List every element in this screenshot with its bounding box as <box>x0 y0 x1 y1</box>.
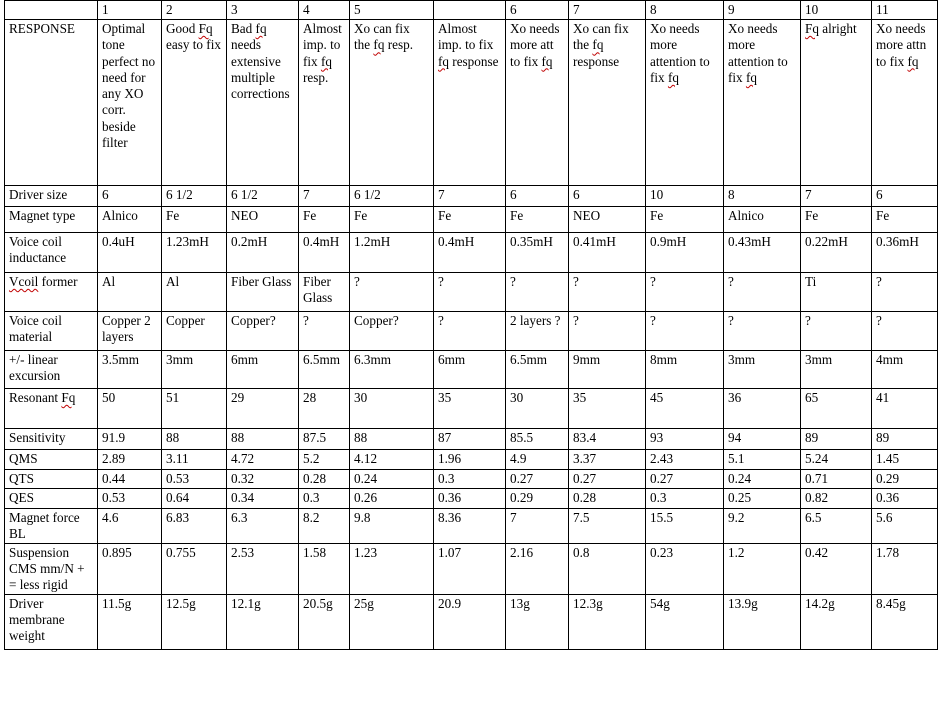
spec-value-cell: 0.28 <box>569 489 646 509</box>
spec-row <box>5 233 938 273</box>
spec-value-cell: Alnico <box>98 207 162 233</box>
spec-value-cell: 6.5mm <box>506 351 569 389</box>
spec-value-cell: 6mm <box>227 351 299 389</box>
column-number: 6 <box>506 1 569 20</box>
spec-row <box>5 543 938 594</box>
spec-value-cell: 4.9 <box>506 450 569 470</box>
spec-value-cell: 0.35mH <box>506 233 569 273</box>
spec-value-cell: Copper? <box>227 312 299 351</box>
row-label: Suspension CMS mm/N + = less rigid <box>5 543 98 594</box>
spec-value-cell: 0.44 <box>98 470 162 489</box>
spec-value-cell: ? <box>872 312 938 351</box>
spec-value-cell: 0.4mH <box>299 233 350 273</box>
spec-value-cell: 6.3mm <box>350 351 434 389</box>
spec-value-cell: 14.2g <box>801 594 872 649</box>
spec-value-cell: 13g <box>506 594 569 649</box>
column-number: 2 <box>162 1 227 20</box>
spec-value-cell: Fe <box>350 207 434 233</box>
spec-value-cell: 0.27 <box>506 470 569 489</box>
spec-row <box>5 509 938 544</box>
spec-value-cell: 35 <box>434 389 506 429</box>
row-label: Vcoil former <box>5 273 98 312</box>
column-number: 1 <box>98 1 162 20</box>
spec-value-cell: 3mm <box>162 351 227 389</box>
spec-value-cell: 12.1g <box>227 594 299 649</box>
column-number: 11 <box>872 1 938 20</box>
row-label: QES <box>5 489 98 509</box>
spec-value-cell: 0.24 <box>350 470 434 489</box>
spec-value-cell: 0.2mH <box>227 233 299 273</box>
response-cell: Xo needs more attention to fix fq <box>724 20 801 186</box>
spec-value-cell: 0.27 <box>646 470 724 489</box>
spec-value-cell: Fe <box>872 207 938 233</box>
spec-row <box>5 450 938 470</box>
spec-value-cell: 54g <box>646 594 724 649</box>
row-label: QMS <box>5 450 98 470</box>
spec-value-cell: 13.9g <box>724 594 801 649</box>
spec-value-cell: 0.36mH <box>872 233 938 273</box>
spec-value-cell: 0.22mH <box>801 233 872 273</box>
spec-value-cell: 41 <box>872 389 938 429</box>
spec-value-cell: 3.11 <box>162 450 227 470</box>
spec-value-cell: 0.53 <box>98 489 162 509</box>
spec-value-cell: 1.2mH <box>350 233 434 273</box>
spec-value-cell: Copper 2 layers <box>98 312 162 351</box>
driver-spec-table <box>4 0 938 650</box>
spec-value-cell: 8.2 <box>299 509 350 544</box>
response-cell: Bad fq needs extensive multiple corrections <box>227 20 299 186</box>
response-row <box>5 20 938 186</box>
spec-value-cell: Fe <box>434 207 506 233</box>
spec-value-cell: ? <box>569 312 646 351</box>
spec-value-cell: ? <box>350 273 434 312</box>
spec-value-cell: 2 layers ? <box>506 312 569 351</box>
spec-value-cell: 0.29 <box>872 470 938 489</box>
spec-value-cell: 1.45 <box>872 450 938 470</box>
column-number-row <box>5 1 938 20</box>
response-cell: Fq alright <box>801 20 872 186</box>
spec-value-cell: ? <box>569 273 646 312</box>
spec-value-cell: 7.5 <box>569 509 646 544</box>
column-number <box>434 1 506 20</box>
spec-value-cell: 5.1 <box>724 450 801 470</box>
row-label: Magnet type <box>5 207 98 233</box>
spec-value-cell: 8mm <box>646 351 724 389</box>
spec-value-cell: 4.72 <box>227 450 299 470</box>
response-cell: Xo can fix the fq resp. <box>350 20 434 186</box>
spec-value-cell: 9.2 <box>724 509 801 544</box>
response-cell: Good Fq easy to fix <box>162 20 227 186</box>
spec-value-cell: 65 <box>801 389 872 429</box>
spec-value-cell: 87.5 <box>299 429 350 450</box>
spec-value-cell: 8.45g <box>872 594 938 649</box>
spec-value-cell: 0.26 <box>350 489 434 509</box>
spec-value-cell: ? <box>646 273 724 312</box>
spec-row <box>5 186 938 207</box>
spec-value-cell: 20.9 <box>434 594 506 649</box>
spec-value-cell: 3mm <box>724 351 801 389</box>
spec-value-cell: 51 <box>162 389 227 429</box>
spec-value-cell: 0.71 <box>801 470 872 489</box>
spec-value-cell: 6.5mm <box>299 351 350 389</box>
row-label: Resonant Fq <box>5 389 98 429</box>
column-number: 4 <box>299 1 350 20</box>
spec-value-cell: 20.5g <box>299 594 350 649</box>
spec-value-cell: Copper? <box>350 312 434 351</box>
spec-value-cell: 0.895 <box>98 543 162 594</box>
spec-value-cell: ? <box>872 273 938 312</box>
spec-value-cell: 36 <box>724 389 801 429</box>
spec-value-cell: 1.23mH <box>162 233 227 273</box>
response-cell: Optimal tone perfect no need for any XO corr. beside filter <box>98 20 162 186</box>
spec-value-cell: Copper <box>162 312 227 351</box>
response-cell: Xo needs more att to fix fq <box>506 20 569 186</box>
spec-value-cell: 7 <box>434 186 506 207</box>
spec-value-cell: 88 <box>162 429 227 450</box>
spec-value-cell: 6.3 <box>227 509 299 544</box>
spec-value-cell: 6mm <box>434 351 506 389</box>
spec-value-cell: ? <box>646 312 724 351</box>
spec-value-cell: 15.5 <box>646 509 724 544</box>
spec-value-cell: 0.82 <box>801 489 872 509</box>
spec-value-cell: 6.83 <box>162 509 227 544</box>
spec-value-cell: 0.9mH <box>646 233 724 273</box>
row-label: Voice coil inductance <box>5 233 98 273</box>
spec-value-cell: 3.5mm <box>98 351 162 389</box>
spec-value-cell: Alnico <box>724 207 801 233</box>
column-number: 8 <box>646 1 724 20</box>
row-label: Sensitivity <box>5 429 98 450</box>
spec-value-cell: 12.5g <box>162 594 227 649</box>
spec-value-cell: 1.78 <box>872 543 938 594</box>
spec-value-cell: 4mm <box>872 351 938 389</box>
spec-value-cell: NEO <box>569 207 646 233</box>
spec-value-cell: 0.34 <box>227 489 299 509</box>
spec-value-cell: 5.24 <box>801 450 872 470</box>
response-cell: Almost imp. to fix fq response <box>434 20 506 186</box>
spec-value-cell: 93 <box>646 429 724 450</box>
spec-value-cell: 0.755 <box>162 543 227 594</box>
column-number: 5 <box>350 1 434 20</box>
spec-row <box>5 470 938 489</box>
spec-value-cell: 28 <box>299 389 350 429</box>
spec-value-cell: 7 <box>801 186 872 207</box>
spec-value-cell: Fiber Glass <box>227 273 299 312</box>
spec-value-cell: 1.96 <box>434 450 506 470</box>
spec-value-cell: 0.23 <box>646 543 724 594</box>
spec-value-cell: Fiber Glass <box>299 273 350 312</box>
spec-value-cell: 0.4mH <box>434 233 506 273</box>
spec-value-cell: 8.36 <box>434 509 506 544</box>
spec-value-cell: 8 <box>724 186 801 207</box>
spec-value-cell: Fe <box>801 207 872 233</box>
spec-value-cell: 0.4uH <box>98 233 162 273</box>
spec-value-cell: ? <box>801 312 872 351</box>
spec-value-cell: 89 <box>872 429 938 450</box>
column-number: 9 <box>724 1 801 20</box>
spec-value-cell: ? <box>724 312 801 351</box>
spec-value-cell: 0.32 <box>227 470 299 489</box>
spec-value-cell: 6.5 <box>801 509 872 544</box>
spec-value-cell: 0.64 <box>162 489 227 509</box>
spec-value-cell: 88 <box>227 429 299 450</box>
row-label: +/- linear excursion <box>5 351 98 389</box>
column-number: 3 <box>227 1 299 20</box>
spec-value-cell: 25g <box>350 594 434 649</box>
spec-value-cell: Fe <box>646 207 724 233</box>
spec-value-cell: 0.36 <box>872 489 938 509</box>
spec-value-cell: 0.53 <box>162 470 227 489</box>
spec-value-cell: 2.16 <box>506 543 569 594</box>
spec-row <box>5 312 938 351</box>
spec-value-cell: 87 <box>434 429 506 450</box>
column-number: 10 <box>801 1 872 20</box>
spec-value-cell: 0.41mH <box>569 233 646 273</box>
corner-cell <box>5 1 98 20</box>
spec-value-cell: ? <box>434 273 506 312</box>
spec-value-cell: 6 <box>506 186 569 207</box>
spec-value-cell: 0.43mH <box>724 233 801 273</box>
spec-row <box>5 489 938 509</box>
spec-value-cell: 0.27 <box>569 470 646 489</box>
spec-value-cell: 30 <box>350 389 434 429</box>
spec-value-cell: 4.6 <box>98 509 162 544</box>
spec-value-cell: 88 <box>350 429 434 450</box>
spec-value-cell: 2.43 <box>646 450 724 470</box>
spec-value-cell: ? <box>724 273 801 312</box>
spec-value-cell: Fe <box>162 207 227 233</box>
row-label: RESPONSE <box>5 20 98 186</box>
spec-value-cell: 85.5 <box>506 429 569 450</box>
spec-value-cell: 50 <box>98 389 162 429</box>
spec-value-cell: 6 <box>569 186 646 207</box>
spec-value-cell: 10 <box>646 186 724 207</box>
spec-row <box>5 273 938 312</box>
spec-value-cell: 2.53 <box>227 543 299 594</box>
spec-value-cell: 7 <box>506 509 569 544</box>
spec-value-cell: 0.3 <box>434 470 506 489</box>
response-cell: Almost imp. to fix fq resp. <box>299 20 350 186</box>
spec-row <box>5 429 938 450</box>
spec-value-cell: 0.24 <box>724 470 801 489</box>
spec-row <box>5 594 938 649</box>
spec-value-cell: Al <box>98 273 162 312</box>
spec-value-cell: NEO <box>227 207 299 233</box>
spec-value-cell: 0.3 <box>646 489 724 509</box>
spec-value-cell: 7 <box>299 186 350 207</box>
spec-value-cell: 11.5g <box>98 594 162 649</box>
row-label: Magnet force BL <box>5 509 98 544</box>
spec-value-cell: 1.07 <box>434 543 506 594</box>
spec-value-cell: 1.58 <box>299 543 350 594</box>
spec-value-cell: 30 <box>506 389 569 429</box>
spec-value-cell: 5.2 <box>299 450 350 470</box>
spec-value-cell: 4.12 <box>350 450 434 470</box>
spec-value-cell: 9mm <box>569 351 646 389</box>
spec-value-cell: ? <box>506 273 569 312</box>
spec-value-cell: 5.6 <box>872 509 938 544</box>
spec-value-cell: 2.89 <box>98 450 162 470</box>
spec-value-cell: 0.8 <box>569 543 646 594</box>
spec-value-cell: 94 <box>724 429 801 450</box>
spec-value-cell: ? <box>299 312 350 351</box>
spec-value-cell: 1.2 <box>724 543 801 594</box>
response-cell: Xo needs more attention to fix fq <box>646 20 724 186</box>
spec-value-cell: Ti <box>801 273 872 312</box>
spec-value-cell: 0.25 <box>724 489 801 509</box>
spec-value-cell: 6 <box>98 186 162 207</box>
response-cell: Xo can fix the fq response <box>569 20 646 186</box>
row-label: QTS <box>5 470 98 489</box>
response-cell: Xo needs more attn to fix fq <box>872 20 938 186</box>
spec-value-cell: 89 <box>801 429 872 450</box>
spec-value-cell: 6 1/2 <box>350 186 434 207</box>
spec-value-cell: 0.42 <box>801 543 872 594</box>
row-label: Driver membrane weight <box>5 594 98 649</box>
spec-value-cell: 12.3g <box>569 594 646 649</box>
spec-value-cell: 3mm <box>801 351 872 389</box>
row-label: Driver size <box>5 186 98 207</box>
spec-value-cell: 0.28 <box>299 470 350 489</box>
column-number: 7 <box>569 1 646 20</box>
spec-value-cell: 0.36 <box>434 489 506 509</box>
spec-value-cell: 6 <box>872 186 938 207</box>
spec-value-cell: Fe <box>506 207 569 233</box>
spec-row <box>5 351 938 389</box>
spec-value-cell: 6 1/2 <box>162 186 227 207</box>
spec-value-cell: 1.23 <box>350 543 434 594</box>
spec-value-cell: 35 <box>569 389 646 429</box>
spec-value-cell: 9.8 <box>350 509 434 544</box>
spec-row <box>5 389 938 429</box>
spec-value-cell: 3.37 <box>569 450 646 470</box>
spec-value-cell: 45 <box>646 389 724 429</box>
spec-row <box>5 207 938 233</box>
spec-value-cell: Fe <box>299 207 350 233</box>
spec-value-cell: Al <box>162 273 227 312</box>
spec-value-cell: 29 <box>227 389 299 429</box>
spec-value-cell: 0.3 <box>299 489 350 509</box>
spec-value-cell: ? <box>434 312 506 351</box>
spec-value-cell: 83.4 <box>569 429 646 450</box>
spec-value-cell: 6 1/2 <box>227 186 299 207</box>
spec-value-cell: 91.9 <box>98 429 162 450</box>
row-label: Voice coil material <box>5 312 98 351</box>
spec-value-cell: 0.29 <box>506 489 569 509</box>
